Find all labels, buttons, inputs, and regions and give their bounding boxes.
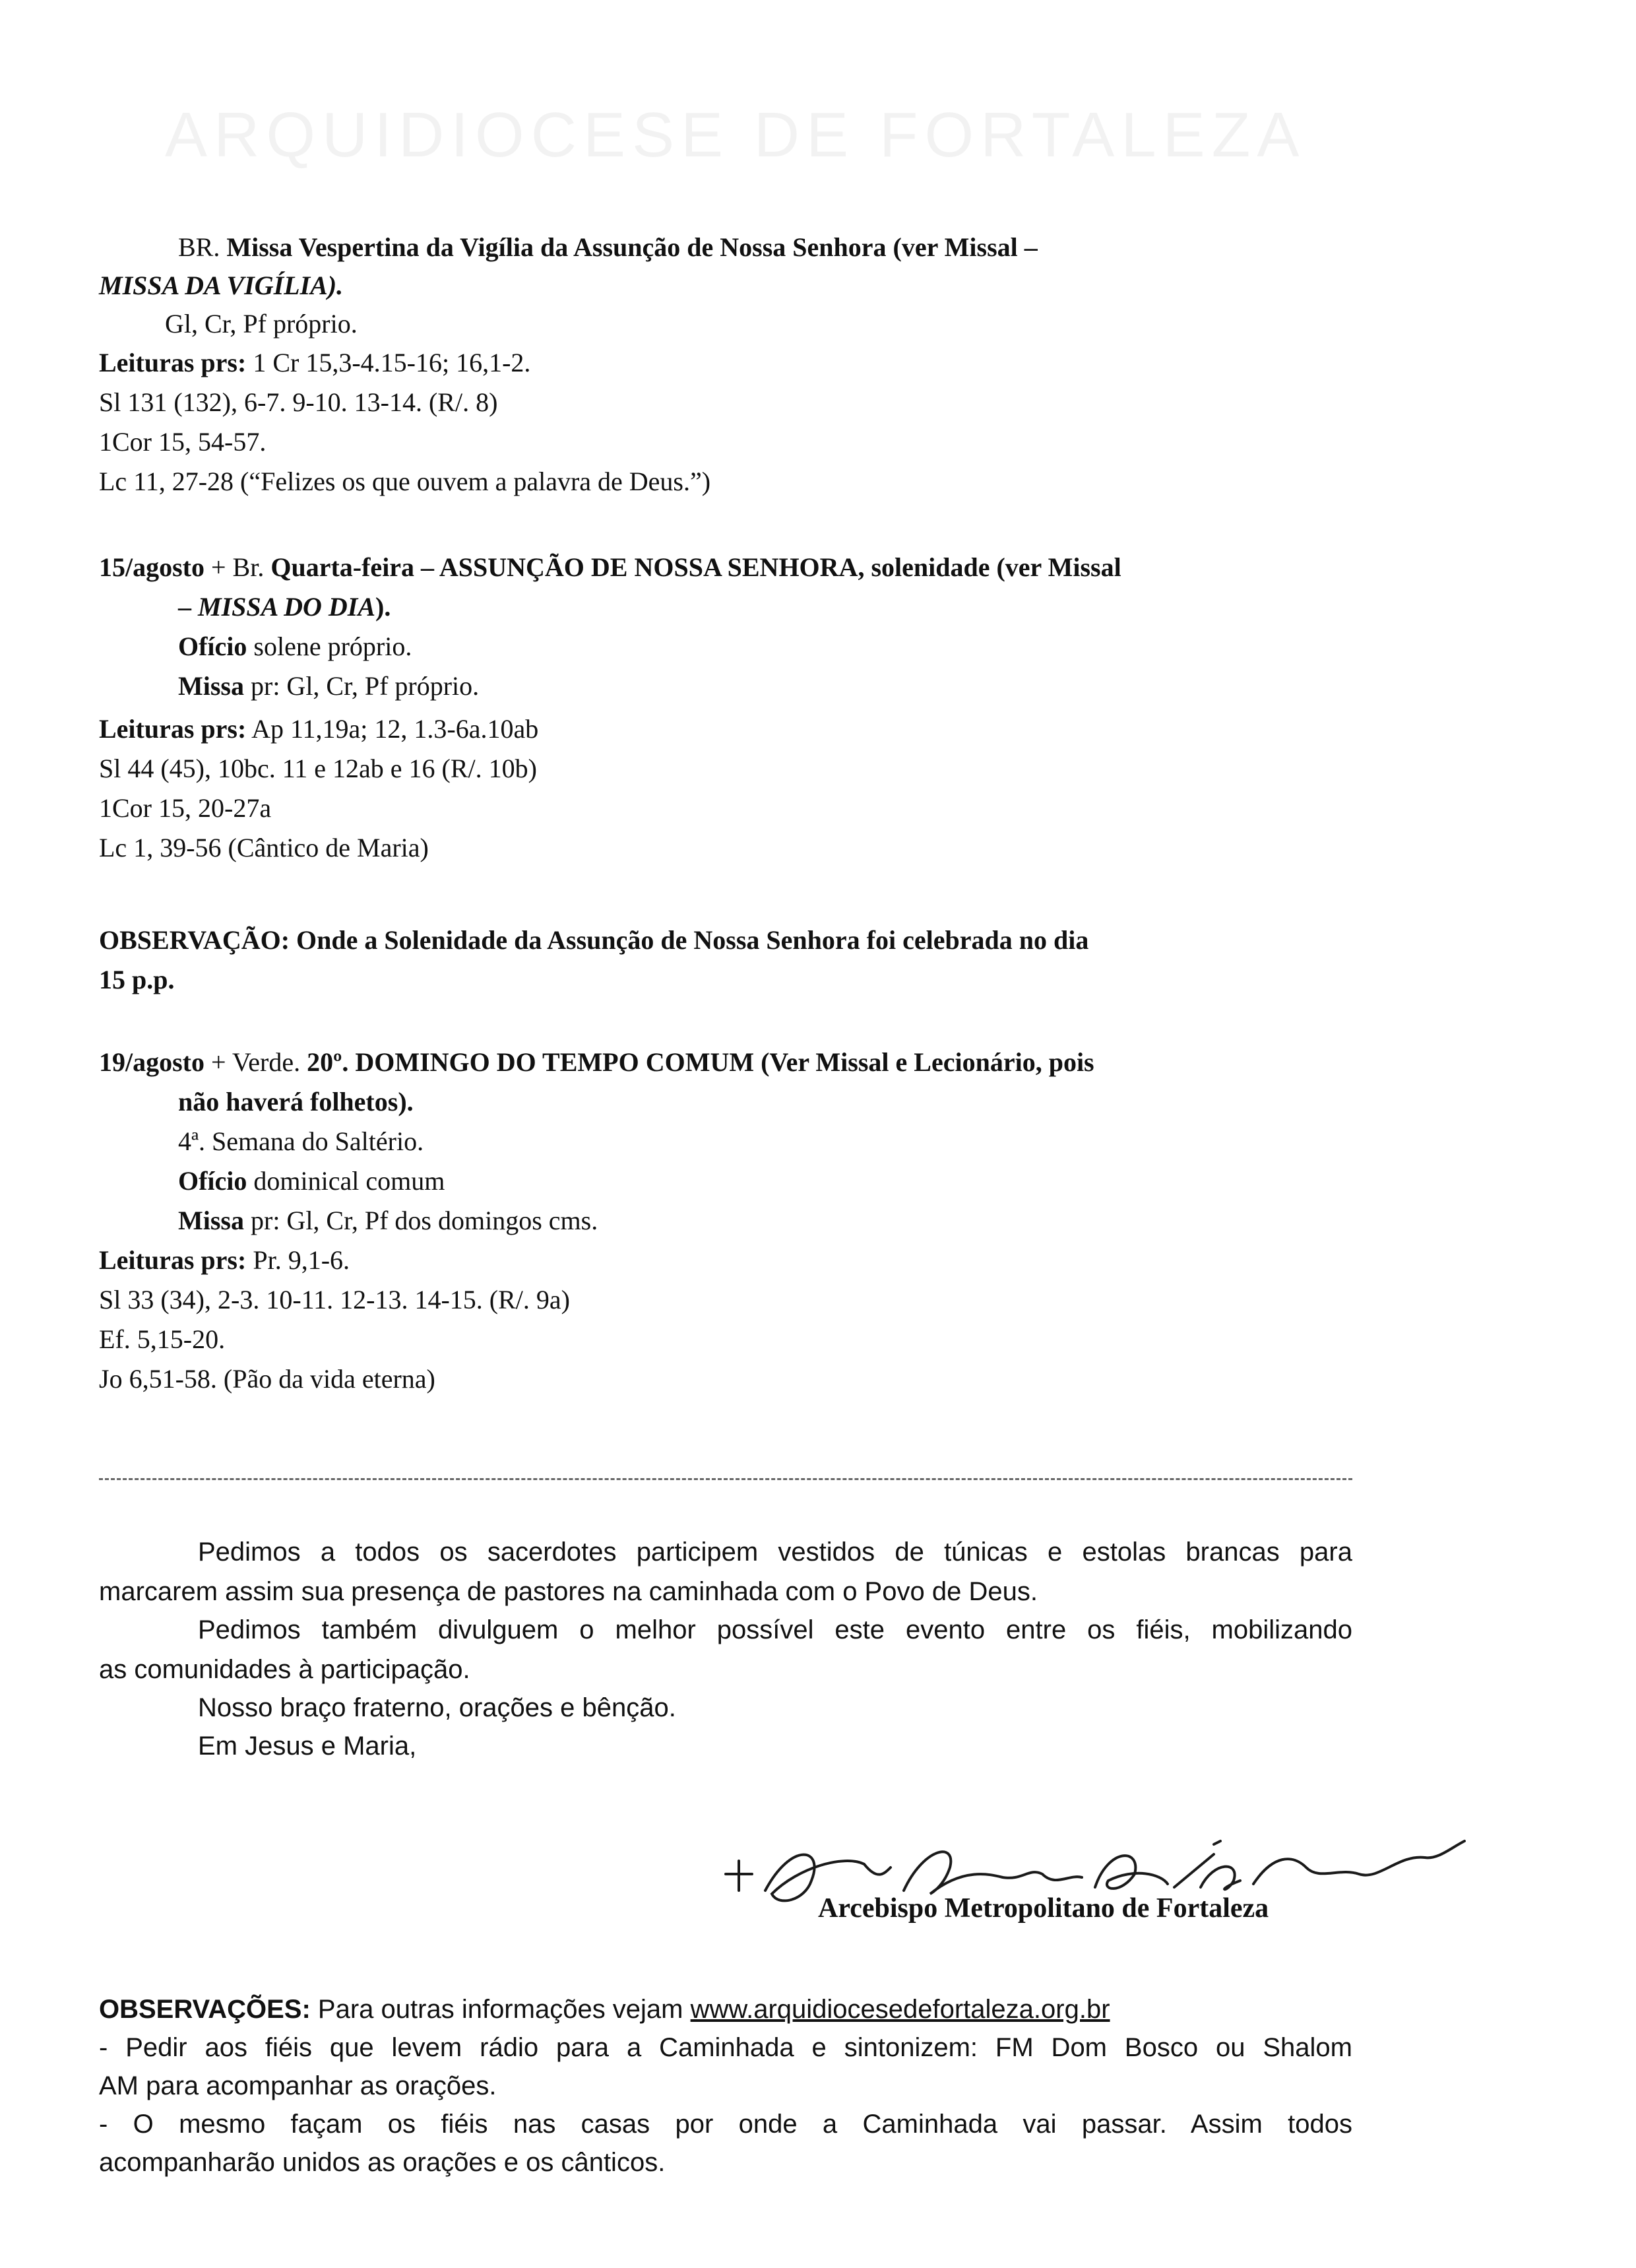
assumption-readings-label: Leituras prs: xyxy=(99,714,247,744)
notes-item-1-line1: - Pedir aos fiéis que levem rádio para a Caminhada e sintonizem: FM Dom Bosco ou Shalom xyxy=(99,2033,1352,2062)
observacao-line-1: OBSERVAÇÃO: Onde a Solenidade da Assunção de Nossa Senhora foi celebrada no dia xyxy=(99,925,1089,955)
vigil-readings-label: Leituras prs: xyxy=(99,348,247,377)
assumption-color: + Br. xyxy=(204,552,271,582)
sunday-oficio xyxy=(178,1161,445,1201)
signature-title: Arcebispo Metropolitano de Fortaleza xyxy=(818,1893,1269,1924)
sunday-date: 19/agosto xyxy=(99,1047,204,1077)
vigil-title xyxy=(178,228,1038,267)
assumption-close: ). xyxy=(375,592,391,622)
sunday-reading-4: Jo 6,51-58. (Pão da vida eterna) xyxy=(99,1364,435,1394)
letter-p2-line2: as comunidades à participação. xyxy=(99,1655,470,1684)
assumption-r1: Ap 11,19a; 12, 1.3-6a.10ab xyxy=(246,714,539,744)
vigil-reading-1 xyxy=(99,343,530,383)
letterhead-watermark: ARQUIDIOCESE DE FORTALEZA xyxy=(165,100,1306,170)
sunday-heading: 20º. DOMINGO DO TEMPO COMUM (Ver Missal e Lecionário, pois xyxy=(307,1047,1094,1077)
notes-intro xyxy=(99,1990,1110,2029)
vigil-reading-4: Lc 11, 27-28 (“Felizes os que ouvem a palavra de Deus.”) xyxy=(99,467,711,496)
assumption-missa xyxy=(178,666,479,706)
letter-p4: Em Jesus e Maria, xyxy=(198,1732,417,1761)
sunday-readings-label: Leituras prs: xyxy=(99,1245,247,1275)
sunday-color: + Verde. xyxy=(204,1047,307,1077)
vigil-heading: Missa Vespertina da Vigília da Assunção de Nossa Senhora (ver Missal – xyxy=(226,232,1038,262)
vigil-r1: 1 Cr 15,3-4.15-16; 16,1-2. xyxy=(246,348,531,377)
assumption-heading: Quarta-feira – ASSUNÇÃO DE NOSSA SENHORA, solenidade (ver Missal xyxy=(270,552,1121,582)
sunday-oficio-text: dominical comum xyxy=(247,1166,445,1196)
assumption-oficio xyxy=(178,627,412,666)
vigil-reading-2: Sl 131 (132), 6-7. 9-10. 13-14. (R/. 8) xyxy=(99,387,498,417)
assumption-heading-cont xyxy=(178,587,391,627)
assumption-oficio-text: solene próprio. xyxy=(247,632,412,661)
assumption-date: 15/agosto xyxy=(99,552,204,582)
letter-p1-line1: Pedimos a todos os sacerdotes participem vestidos de túnicas e estolas brancas para xyxy=(198,1538,1352,1567)
sunday-reading-3: Ef. 5,15-20. xyxy=(99,1324,226,1354)
vigil-reading-3: 1Cor 15, 54-57. xyxy=(99,427,267,457)
letter-p2-line1: Pedimos também divulguem o melhor possível este evento entre os fiéis, mobilizando xyxy=(198,1615,1352,1644)
notes-label: OBSERVAÇÕES: xyxy=(99,1995,311,2024)
website-link[interactable]: www.arquidiocesedefortaleza.org.br xyxy=(690,1995,1110,2024)
assumption-missa-text: pr: Gl, Cr, Pf próprio. xyxy=(244,671,480,701)
assumption-missa-label: Missa xyxy=(178,671,244,701)
assumption-missa-do-dia: MISSA DO DIA xyxy=(198,592,376,622)
signature-block xyxy=(712,1828,1471,1937)
assumption-reading-2: Sl 44 (45), 10bc. 11 e 12ab e 16 (R/. 10b) xyxy=(99,754,537,783)
observacao-line-2: 15 p.p. xyxy=(99,965,175,994)
sunday-missa-label: Missa xyxy=(178,1206,244,1235)
letter-p1-line2: marcarem assim sua presença de pastores na caminhada com o Povo de Deus. xyxy=(99,1577,1038,1606)
sunday-title xyxy=(99,1043,1094,1082)
vigil-prefix: BR. xyxy=(178,232,227,262)
notes-item-2-line2: acompanharão unidos as orações e os cânticos. xyxy=(99,2148,666,2177)
assumption-reading-4: Lc 1, 39-56 (Cântico de Maria) xyxy=(99,833,429,862)
sunday-reading-2: Sl 33 (34), 2-3. 10-11. 12-13. 14-15. (R/. 9a) xyxy=(99,1285,570,1314)
letter-p3: Nosso braço fraterno, orações e bênção. xyxy=(198,1693,676,1722)
sunday-missa-text: pr: Gl, Cr, Pf dos domingos cms. xyxy=(244,1206,598,1235)
sunday-r1: Pr. 9,1-6. xyxy=(246,1245,350,1275)
vigil-gl: Gl, Cr, Pf próprio. xyxy=(165,309,358,339)
sunday-reading-1 xyxy=(99,1241,350,1280)
notes-item-1-line2: AM para acompanhar as orações. xyxy=(99,2071,497,2100)
assumption-title xyxy=(99,548,1121,587)
notes-intro-text: Para outras informações vejam xyxy=(310,1995,691,2024)
notes-item-2-line1: - O mesmo façam os fiéis nas casas por onde a Caminhada vai passar. Assim todos xyxy=(99,2110,1352,2139)
section-divider xyxy=(99,1478,1352,1480)
vigil-heading-cont: MISSA DA VIGÍLIA). xyxy=(99,271,344,300)
assumption-reading-3: 1Cor 15, 20-27a xyxy=(99,793,272,823)
sunday-missa xyxy=(178,1201,598,1241)
sunday-heading-cont: não haverá folhetos). xyxy=(178,1087,414,1117)
sunday-oficio-label: Ofício xyxy=(178,1166,247,1196)
assumption-reading-1 xyxy=(99,709,538,749)
assumption-oficio-label: Ofício xyxy=(178,632,247,661)
sunday-semana: 4ª. Semana do Saltério. xyxy=(178,1126,424,1156)
assumption-dash: – xyxy=(178,592,198,622)
